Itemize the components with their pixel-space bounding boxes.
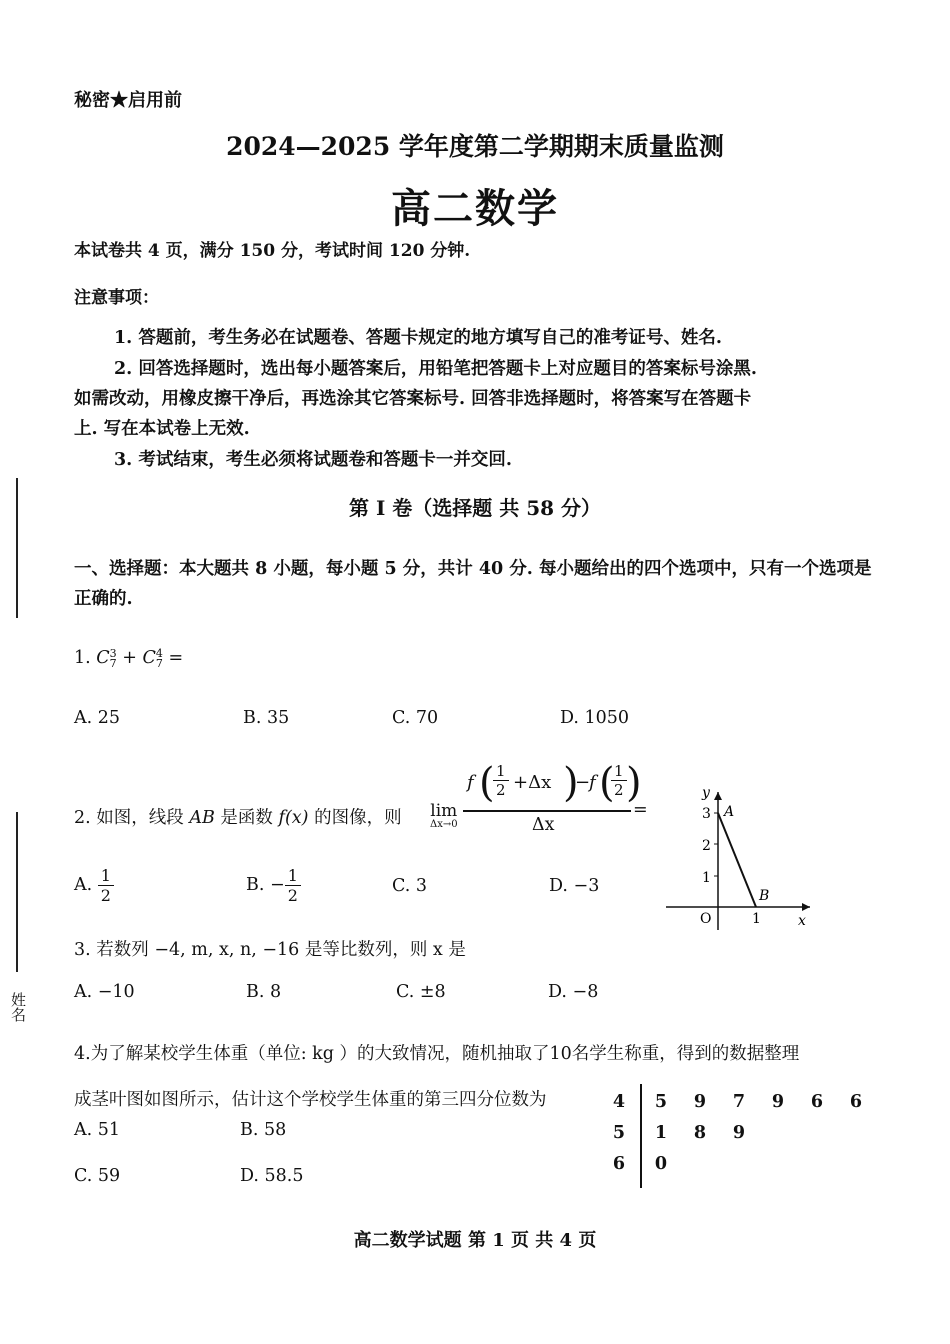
q2-opt-b-label: B. <box>246 875 265 895</box>
point-a-label: A <box>724 804 735 820</box>
origin-label: O <box>700 911 712 927</box>
notice-item-3: 3. 考试结束，考生必须将试题卷和答题卡一并交回. <box>114 450 512 470</box>
q2-paren-2r: ) <box>626 760 642 806</box>
q2-opt-a-frac: $\frac{1}{2}$ <box>98 866 114 905</box>
q2-fx: f(x) <box>278 808 309 828</box>
q3-option-a: A. −10 <box>74 982 135 1002</box>
binding-line-bottom <box>16 812 18 972</box>
section-title: 第 I 卷（选择题 共 58 分） <box>348 496 601 520</box>
q3-option-d: D. −8 <box>548 982 599 1002</box>
q2-graph <box>662 782 822 932</box>
q2-paren-1r: ) <box>563 760 579 806</box>
q4-option-a: A. 51 <box>74 1120 121 1140</box>
stem-value: 6 <box>612 1154 626 1174</box>
confidential-mark: 秘密★启用前 <box>74 90 182 111</box>
q2-paren-1l: ( <box>479 760 495 806</box>
q1-c1: C <box>96 648 110 668</box>
q2-option-a <box>74 866 114 905</box>
q1-option-b: B. 35 <box>243 708 290 728</box>
exam-title: 2024—2025 学年度第二学期期末质量监测 <box>226 132 724 161</box>
question-1 <box>74 648 183 669</box>
leaf-value: 0 <box>654 1154 668 1174</box>
y-axis-arrow-icon <box>714 792 722 800</box>
stem-leaf-divider <box>640 1084 642 1188</box>
q1-c2-sup: 4 <box>155 646 163 660</box>
point-b-label: B <box>759 888 770 904</box>
q2-half-1: $\frac{1}{2}$ <box>493 762 509 799</box>
notice-item-1: 1. 答题前，考生务必在试题卷、答题卡规定的地方填写自己的准考证号、姓名. <box>114 328 722 348</box>
q2-opt-b-sign: − <box>270 875 285 895</box>
question-4-line-2: 成茎叶图如图所示，估计这个学校学生体重的第三四分位数为 <box>74 1090 547 1110</box>
stem-value: 5 <box>612 1123 626 1143</box>
q2-lim-sub: Δx→0 <box>430 819 458 830</box>
question-2-text <box>74 804 402 829</box>
q2-lim: lim <box>430 801 458 821</box>
leaf-value: 8 <box>693 1123 707 1143</box>
q2-plus-dx: +Δx <box>513 772 552 793</box>
leaf-value: 1 <box>654 1123 668 1143</box>
q2-option-c: C. 3 <box>392 876 428 896</box>
section-intro: 一、选择题：本大题共 8 小题，每小题 5 分，共计 40 分. 每小题给出的四个选项中，只有一个选项是正确的. <box>74 559 872 609</box>
q2-text-before: 2. 如图，线段 <box>74 808 184 828</box>
y-tick-label-1: 1 <box>702 870 711 886</box>
q2-opt-b-frac: $\frac{1}{2}$ <box>285 866 301 905</box>
q4-option-d: D. 58.5 <box>240 1166 304 1186</box>
q2-equals: = <box>633 800 648 820</box>
q2-half-2: $\frac{1}{2}$ <box>611 762 627 799</box>
q2-option-d: D. −3 <box>549 876 600 896</box>
q2-option-b <box>246 866 301 905</box>
q2-f2: f <box>589 772 596 793</box>
q2-paren-2l: ( <box>599 760 615 806</box>
subject-title: 高二数学 <box>391 185 559 232</box>
q2-fraction-bar <box>463 810 631 812</box>
page-footer: 高二数学试题 第 1 页 共 4 页 <box>353 1230 597 1251</box>
leaf-value: 9 <box>771 1092 785 1112</box>
leaf-value: 5 <box>654 1092 668 1112</box>
y-tick-label-3: 3 <box>702 806 711 822</box>
q2-text-mid: 是函数 <box>220 808 273 828</box>
leaf-value: 9 <box>693 1092 707 1112</box>
q2-denominator: Δx <box>532 815 555 835</box>
q2-opt-a-label: A. <box>74 875 93 895</box>
x-label: x <box>798 913 806 929</box>
segment-ab <box>718 813 756 907</box>
q4-option-c: C. 59 <box>74 1166 121 1186</box>
q2-f1: f <box>467 772 474 793</box>
q2-numerator <box>463 760 631 808</box>
stem-value: 4 <box>612 1092 626 1112</box>
leaf-value: 6 <box>810 1092 824 1112</box>
question-3: 3. 若数列 −4, m, x, n, −16 是等比数列，则 x 是 <box>74 940 466 960</box>
q4-option-b: B. 58 <box>240 1120 287 1140</box>
notice-heading: 注意事项： <box>74 288 159 308</box>
leaf-value: 9 <box>732 1123 746 1143</box>
leaf-value: 7 <box>732 1092 746 1112</box>
leaf-value: 6 <box>849 1092 863 1112</box>
notice-item-2-line-1: 2. 回答选择题时，选出每小题答案后，用铅笔把答题卡上对应题目的答案标号涂黑. <box>114 359 757 379</box>
q2-ab: AB <box>189 808 215 828</box>
q1-option-d: D. 1050 <box>560 708 630 728</box>
q1-equals: = <box>168 648 184 668</box>
x-axis-arrow-icon <box>802 903 810 911</box>
q1-c2: C <box>142 648 156 668</box>
x-tick-label-1: 1 <box>752 911 761 927</box>
q1-option-a: A. 25 <box>74 708 121 728</box>
q3-option-c: C. ±8 <box>396 982 446 1002</box>
question-4-line-1: 4.为了解某校学生体重（单位: kg ）的大致情况，随机抽取了10名学生称重，得到的数据整理 <box>74 1044 800 1064</box>
q1-number: 1. <box>74 648 91 668</box>
q1-c2-sub: 7 <box>155 656 163 670</box>
exam-info: 本试卷共 4 页，满分 150 分，考试时间 120 分钟. <box>74 241 471 261</box>
name-label: 姓名 <box>9 992 27 1022</box>
q2-limit <box>430 801 458 832</box>
notice-item-2-line-2: 如需改动，用橡皮擦干净后，再选涂其它答案标号. 回答非选择题时，将答案写在答题卡 <box>74 389 752 409</box>
q1-option-c: C. 70 <box>392 708 439 728</box>
q1-plus: + <box>122 648 137 668</box>
y-tick-label-2: 2 <box>702 838 711 854</box>
q1-c1-sub: 7 <box>109 656 117 670</box>
q2-text-after: 的图像，则 <box>314 808 402 828</box>
notice-item-2-line-3: 上. 写在本试卷上无效. <box>74 419 250 439</box>
q1-c1-sup: 3 <box>109 646 117 660</box>
q2-minus: − <box>575 772 591 793</box>
y-label: y <box>702 785 710 801</box>
q3-option-b: B. 8 <box>246 982 282 1002</box>
